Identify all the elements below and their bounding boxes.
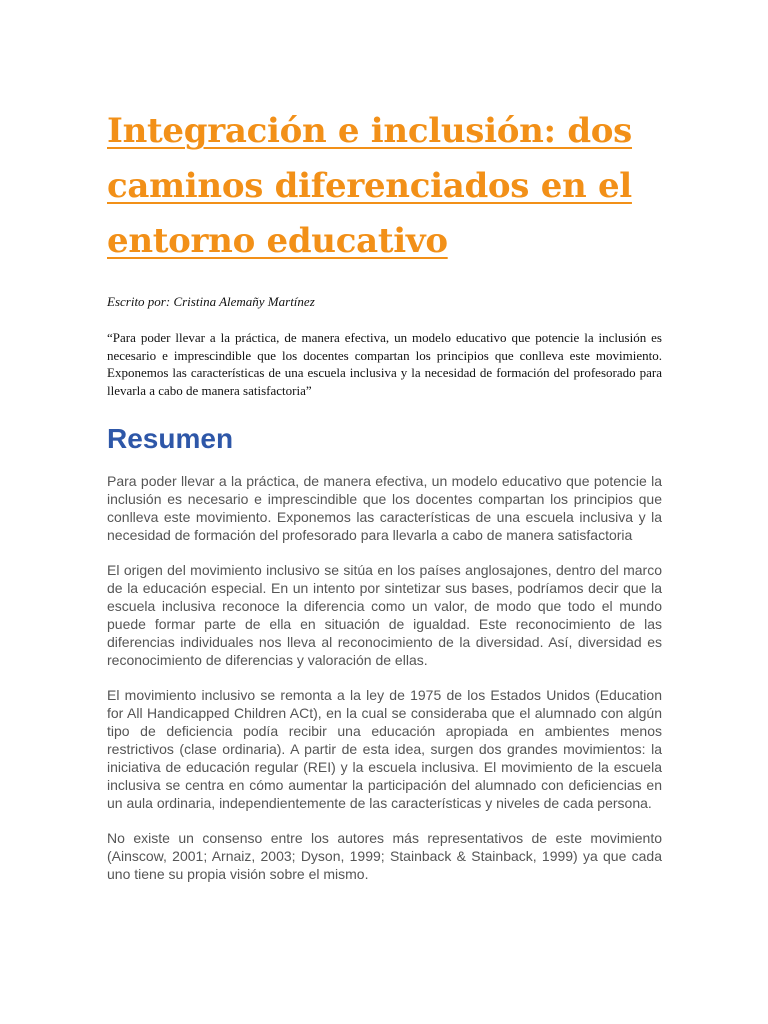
author-byline: Escrito por: Cristina Alemañy Martínez — [107, 294, 315, 309]
body-paragraph: El movimiento inclusivo se remonta a la ley de 1975 de los Estados Unidos (Education for All Handicapped Children ACt), en la cual se consideraba que el alumnado con algún tipo de deficiencia podía recibir una educación apropiada en ambientes menos restrictivos (clase ordinaria). A partir de esta idea, surgen dos grandes movimientos: la iniciativa de educación regular (REI) y la escuela inclusiva. El movimiento de la escuela inclusiva se centra en cómo aumentar la participación del alumnado con deficiencias en un aula ordinaria, independientemente de las características y niveles de cada persona. — [107, 687, 662, 811]
article-title: Integración e inclusión: dos caminos diferenciados en el entorno educativo — [107, 111, 633, 261]
body-paragraph: El origen del movimiento inclusivo se sitúa en los países anglosajones, dentro del marco de la educación especial. En un intento por sintetizar sus bases, podríamos decir que la escuela inclusiva reconoce la diferencia como un valor, de modo que todo el mundo puede formar parte de ella en situación de igualdad. Este reconocimiento de las diferencias individuales nos lleva al reconocimiento de la diversidad. Así, diversidad es reconocimiento de diferencias y valoración de ellas. — [107, 562, 662, 668]
section-heading-resumen: Resumen — [107, 423, 234, 454]
intro-quote: “Para poder llevar a la práctica, de manera efectiva, un modelo educativo que potencie la inclusión es necesario e imprescindible que los docentes compartan los principios que conlleva este movimiento. Exponemos las características de una escuela inclusiva y la necesidad de formación del profesorado para llevarla a cabo de manera satisfactoria” — [107, 330, 662, 398]
document-page — [107, 104, 662, 883]
body-paragraph: Para poder llevar a la práctica, de manera efectiva, un modelo educativo que potencie la inclusión es necesario e imprescindible que los docentes compartan los principios que conlleva este movimiento. Exponemos las características de una escuela inclusiva y la necesidad de formación del profesorado para llevarla a cabo de manera satisfactoria — [107, 473, 662, 543]
body-paragraph: No existe un consenso entre los autores más representativos de este movimiento (Ainscow, 2001; Arnaiz, 2003; Dyson, 1999; Stainback & Stainback, 1999) ya que cada uno tiene su propia visión sobre el mismo. — [107, 830, 662, 882]
